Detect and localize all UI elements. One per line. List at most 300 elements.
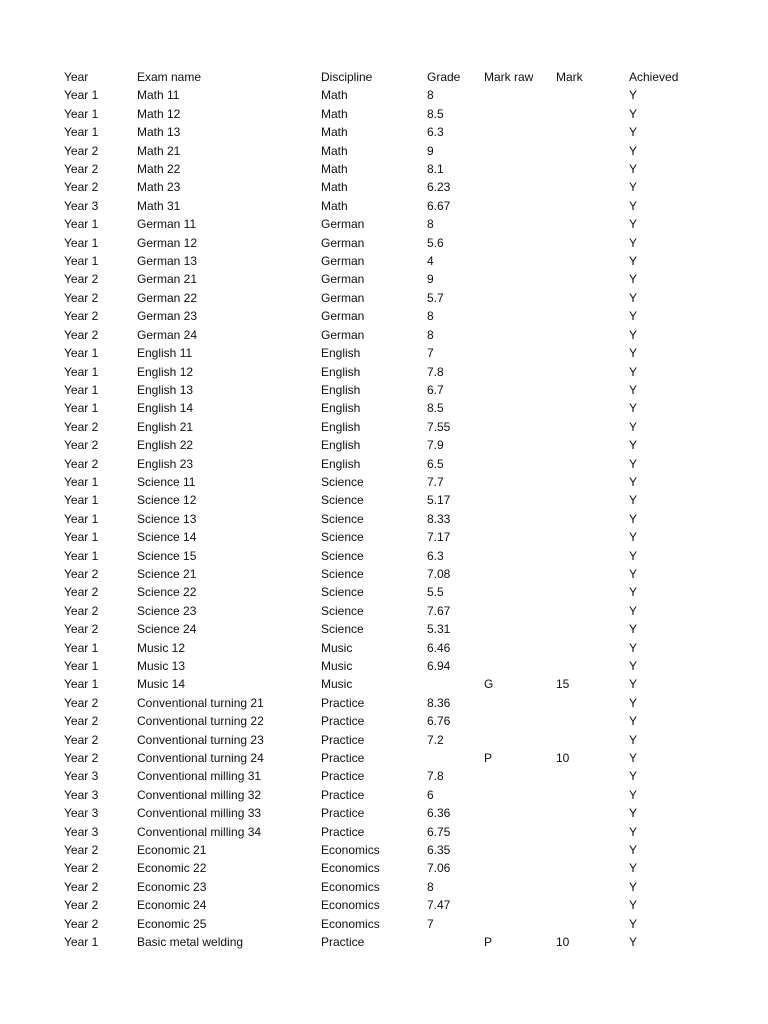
grade-cell: 8.5 (427, 401, 444, 416)
discipline-cell: Math (321, 106, 348, 121)
grades-table (64, 68, 724, 952)
mark-cell (556, 510, 629, 528)
year-cell: Year 2 (64, 695, 99, 710)
exam-name-cell: Math 12 (137, 106, 181, 121)
table-row (64, 344, 724, 362)
achieved-cell: Y (629, 327, 638, 342)
exam-name-cell: Science 22 (137, 585, 197, 600)
year-cell: Year 1 (64, 548, 99, 563)
exam-name-cell: Science 24 (137, 622, 197, 637)
exam-name-cell: Science 13 (137, 511, 197, 526)
achieved-cell: Y (629, 861, 638, 876)
table-row (64, 565, 724, 583)
year-cell: Year 1 (64, 346, 99, 361)
exam-name-cell: English 23 (137, 456, 194, 471)
table-row (64, 326, 724, 344)
exam-name-cell: German 12 (137, 235, 198, 250)
table-row (64, 381, 724, 399)
grade-cell: 6.76 (427, 714, 451, 729)
exam-name-cell: English 11 (137, 346, 193, 361)
achieved-cell: Y (629, 346, 638, 361)
table-row (64, 491, 724, 509)
exam-name-cell: Basic metal welding (137, 935, 244, 950)
exam-name-cell: German 11 (137, 217, 197, 232)
mark-cell (556, 878, 629, 896)
grade-cell: 5.7 (427, 290, 444, 305)
discipline-cell: Practice (321, 695, 365, 710)
year-cell: Year 2 (64, 714, 99, 729)
table-row (64, 786, 724, 804)
exam-name-cell: Economic 24 (137, 898, 207, 913)
year-cell: Year 1 (64, 254, 99, 269)
year-cell: Year 1 (64, 106, 99, 121)
year-cell: Year 3 (64, 806, 99, 821)
achieved-cell: Y (629, 935, 638, 950)
exam-name-cell: Economic 25 (137, 916, 207, 931)
discipline-cell: Practice (321, 935, 365, 950)
grade-cell: 7.8 (427, 769, 444, 784)
exam-name-cell: German 22 (137, 290, 198, 305)
year-cell: Year 2 (64, 898, 99, 913)
year-cell: Year 2 (64, 327, 99, 342)
mark-cell (556, 160, 629, 178)
mark-raw-cell (484, 767, 556, 785)
table-row (64, 620, 724, 638)
achieved-cell: Y (629, 640, 638, 655)
exam-name-cell: Science 14 (137, 530, 197, 545)
mark-cell (556, 381, 629, 399)
mark-cell (556, 344, 629, 362)
exam-name-cell: Conventional turning 23 (137, 732, 264, 747)
table-row (64, 528, 724, 546)
grade-cell: 8 (427, 879, 434, 894)
table-row (64, 105, 724, 123)
table-row (64, 583, 724, 601)
grade-cell: 7.06 (427, 861, 451, 876)
grade-cell: 4 (427, 254, 434, 269)
mark-cell (556, 767, 629, 785)
table-row (64, 252, 724, 270)
grade-cell: 6.23 (427, 180, 451, 195)
column-header-achieved: Achieved (629, 70, 679, 84)
achieved-cell: Y (629, 787, 638, 802)
mark-raw-cell (484, 694, 556, 712)
discipline-cell: English (321, 456, 361, 471)
mark-cell (556, 731, 629, 749)
year-cell: Year 1 (64, 474, 99, 489)
grade-cell: 6.7 (427, 382, 444, 397)
table-row (64, 270, 724, 288)
mark-raw-cell (484, 841, 556, 859)
year-cell: Year 2 (64, 290, 99, 305)
mark-raw-cell (484, 620, 556, 638)
mark-raw-cell (484, 878, 556, 896)
mark-raw-cell (484, 344, 556, 362)
achieved-cell: Y (629, 714, 638, 729)
discipline-cell: Math (321, 125, 348, 140)
mark-raw-cell: P (484, 935, 493, 950)
achieved-cell: Y (629, 824, 638, 839)
discipline-cell: Science (321, 530, 364, 545)
mark-raw-cell (484, 399, 556, 417)
grade-cell: 7.7 (427, 474, 444, 489)
grade-cell: 8.1 (427, 162, 444, 177)
grade-cell: 7 (427, 346, 434, 361)
discipline-cell: German (321, 290, 365, 305)
year-cell: Year 1 (64, 401, 99, 416)
grade-cell: 5.6 (427, 235, 444, 250)
grade-cell: 5.31 (427, 622, 451, 637)
mark-raw-cell (484, 234, 556, 252)
mark-cell (556, 915, 629, 933)
year-cell: Year 1 (64, 125, 99, 140)
table-row (64, 418, 724, 436)
grade-cell: 6.3 (427, 125, 444, 140)
exam-name-cell: German 23 (137, 309, 198, 324)
column-header-year: Year (64, 70, 89, 84)
mark-raw-cell (484, 528, 556, 546)
table-row (64, 197, 724, 215)
mark-cell (556, 197, 629, 215)
exam-name-cell: Music 12 (137, 640, 186, 655)
discipline-cell: English (321, 346, 361, 361)
grade-cell: 7.08 (427, 566, 451, 581)
year-cell: Year 3 (64, 769, 99, 784)
year-cell: Year 2 (64, 180, 99, 195)
table-row (64, 123, 724, 141)
exam-name-cell: Science 11 (137, 474, 196, 489)
spreadsheet-page (0, 68, 768, 952)
achieved-cell: Y (629, 511, 638, 526)
mark-cell: 10 (556, 751, 570, 766)
mark-raw-cell (484, 215, 556, 233)
achieved-cell: Y (629, 769, 638, 784)
year-cell: Year 1 (64, 88, 99, 103)
mark-raw-cell (484, 86, 556, 104)
achieved-cell: Y (629, 125, 638, 140)
table-row (64, 767, 724, 785)
mark-cell: 10 (556, 935, 570, 950)
exam-name-cell: Science 12 (137, 493, 197, 508)
exam-name-cell: Conventional milling 32 (137, 787, 262, 802)
discipline-cell: Music (321, 659, 353, 673)
achieved-cell: Y (629, 493, 638, 508)
table-row (64, 602, 724, 620)
grade-cell (427, 749, 484, 767)
year-cell: Year 1 (64, 235, 99, 250)
achieved-cell: Y (629, 548, 638, 563)
discipline-cell: Science (321, 566, 364, 581)
discipline-cell: Economics (321, 861, 380, 876)
grade-cell: 8 (427, 327, 434, 342)
year-cell: Year 1 (64, 677, 99, 692)
discipline-cell: German (321, 254, 365, 269)
column-header-mark-raw: Mark raw (484, 70, 534, 84)
table-row (64, 215, 724, 233)
table-row (64, 455, 724, 473)
discipline-cell: Practice (321, 769, 365, 784)
grade-cell (427, 933, 484, 951)
mark-raw-cell (484, 547, 556, 565)
table-row (64, 841, 724, 859)
mark-raw-cell (484, 363, 556, 381)
grade-cell: 6 (427, 787, 434, 802)
grade-cell: 9 (427, 272, 434, 287)
mark-raw-cell (484, 712, 556, 730)
mark-raw-cell (484, 859, 556, 877)
mark-raw-cell (484, 381, 556, 399)
achieved-cell: Y (629, 309, 638, 324)
mark-cell (556, 804, 629, 822)
achieved-cell: Y (629, 180, 638, 195)
mark-cell (556, 215, 629, 233)
discipline-cell: English (321, 401, 361, 416)
mark-cell (556, 657, 629, 675)
mark-raw-cell (484, 583, 556, 601)
mark-cell (556, 123, 629, 141)
year-cell: Year 2 (64, 732, 99, 747)
discipline-cell: Math (321, 143, 348, 158)
table-row (64, 436, 724, 454)
exam-name-cell: Science 15 (137, 548, 197, 563)
year-cell: Year 2 (64, 162, 99, 177)
grade-cell: 5.17 (427, 493, 451, 508)
table-row (64, 178, 724, 196)
discipline-cell: Science (321, 622, 364, 637)
grade-cell: 6.46 (427, 640, 451, 655)
grade-cell: 6.75 (427, 824, 451, 839)
grade-cell: 8.36 (427, 695, 451, 710)
achieved-cell: Y (629, 751, 638, 766)
mark-cell (556, 491, 629, 509)
mark-raw-cell (484, 455, 556, 473)
table-row (64, 804, 724, 822)
exam-name-cell: Conventional milling 34 (137, 824, 262, 839)
mark-cell (556, 565, 629, 583)
table-row (64, 510, 724, 528)
table-row (64, 823, 724, 841)
header-row (64, 68, 724, 86)
table-row (64, 657, 724, 675)
grade-cell: 7.47 (427, 898, 451, 913)
table-row (64, 307, 724, 325)
year-cell: Year 2 (64, 622, 99, 637)
year-cell: Year 2 (64, 916, 99, 931)
grade-cell: 8 (427, 217, 434, 232)
year-cell: Year 1 (64, 511, 99, 526)
mark-cell (556, 234, 629, 252)
grade-cell: 8.5 (427, 106, 444, 121)
year-cell: Year 2 (64, 566, 99, 581)
year-cell: Year 1 (64, 659, 99, 673)
mark-cell (556, 270, 629, 288)
exam-name-cell: Math 11 (137, 88, 180, 103)
grade-cell: 6.5 (427, 456, 444, 471)
table-body (64, 86, 724, 951)
table-row (64, 547, 724, 565)
grade-cell: 8 (427, 309, 434, 324)
mark-raw-cell (484, 178, 556, 196)
exam-name-cell: Conventional milling 33 (137, 806, 262, 821)
achieved-cell: Y (629, 198, 638, 213)
exam-name-cell: Economic 22 (137, 861, 207, 876)
year-cell: Year 3 (64, 198, 99, 213)
exam-name-cell: Math 31 (137, 198, 181, 213)
table-row (64, 473, 724, 491)
mark-cell (556, 786, 629, 804)
achieved-cell: Y (629, 290, 638, 305)
column-header-grade: Grade (427, 70, 461, 84)
mark-cell (556, 418, 629, 436)
exam-name-cell: Economic 21 (137, 843, 207, 858)
table-row (64, 749, 724, 767)
discipline-cell: Music (321, 640, 353, 655)
mark-cell (556, 178, 629, 196)
discipline-cell: Practice (321, 751, 365, 766)
mark-cell (556, 547, 629, 565)
discipline-cell: Math (321, 198, 348, 213)
exam-name-cell: Conventional turning 22 (137, 714, 264, 729)
mark-cell (556, 859, 629, 877)
mark-raw-cell (484, 786, 556, 804)
grade-cell (427, 675, 484, 693)
year-cell: Year 2 (64, 585, 99, 600)
achieved-cell: Y (629, 603, 638, 618)
grade-cell: 6.36 (427, 806, 451, 821)
exam-name-cell: Conventional turning 24 (137, 751, 264, 766)
achieved-cell: Y (629, 106, 638, 121)
achieved-cell: Y (629, 695, 638, 710)
discipline-cell: Practice (321, 732, 365, 747)
mark-raw-cell (484, 657, 556, 675)
mark-cell (556, 712, 629, 730)
discipline-cell: English (321, 364, 361, 379)
table-row (64, 933, 724, 951)
mark-raw-cell (484, 142, 556, 160)
mark-raw-cell (484, 105, 556, 123)
achieved-cell: Y (629, 217, 638, 232)
mark-raw-cell (484, 436, 556, 454)
exam-name-cell: English 14 (137, 401, 194, 416)
mark-raw-cell (484, 491, 556, 509)
discipline-cell: Practice (321, 787, 365, 802)
grade-cell: 9 (427, 143, 434, 158)
grade-cell: 8.33 (427, 511, 451, 526)
exam-name-cell: German 13 (137, 254, 198, 269)
mark-cell (556, 896, 629, 914)
discipline-cell: Math (321, 88, 348, 103)
mark-raw-cell (484, 473, 556, 491)
exam-name-cell: German 24 (137, 327, 198, 342)
mark-raw-cell (484, 510, 556, 528)
mark-raw-cell (484, 123, 556, 141)
achieved-cell: Y (629, 566, 638, 581)
exam-name-cell: Math 23 (137, 180, 181, 195)
year-cell: Year 2 (64, 438, 99, 453)
year-cell: Year 2 (64, 861, 99, 876)
mark-cell (556, 105, 629, 123)
mark-cell: 15 (556, 677, 570, 692)
discipline-cell: Science (321, 548, 364, 563)
discipline-cell: Science (321, 511, 364, 526)
achieved-cell: Y (629, 143, 638, 158)
discipline-cell: Music (321, 677, 353, 692)
grade-cell: 7.55 (427, 419, 451, 434)
year-cell: Year 3 (64, 824, 99, 839)
discipline-cell: Economics (321, 843, 380, 858)
year-cell: Year 2 (64, 272, 99, 287)
table-row (64, 142, 724, 160)
mark-cell (556, 473, 629, 491)
achieved-cell: Y (629, 364, 638, 379)
discipline-cell: German (321, 272, 365, 287)
mark-cell (556, 583, 629, 601)
grade-cell: 7.9 (427, 438, 444, 453)
year-cell: Year 1 (64, 935, 99, 950)
year-cell: Year 1 (64, 640, 99, 655)
achieved-cell: Y (629, 732, 638, 747)
mark-cell (556, 86, 629, 104)
achieved-cell: Y (629, 382, 638, 397)
mark-cell (556, 528, 629, 546)
year-cell: Year 2 (64, 879, 99, 894)
exam-name-cell: German 21 (137, 272, 198, 287)
grade-cell: 7.17 (427, 530, 451, 545)
mark-cell (556, 307, 629, 325)
achieved-cell: Y (629, 474, 638, 489)
mark-cell (556, 436, 629, 454)
mark-raw-cell (484, 270, 556, 288)
discipline-cell: German (321, 309, 365, 324)
achieved-cell: Y (629, 622, 638, 637)
achieved-cell: Y (629, 419, 638, 434)
exam-name-cell: Math 13 (137, 125, 181, 140)
mark-raw-cell (484, 602, 556, 620)
table-row (64, 86, 724, 104)
mark-cell (556, 252, 629, 270)
column-header-exam-name: Exam name (137, 70, 202, 84)
mark-cell (556, 363, 629, 381)
mark-raw-cell (484, 197, 556, 215)
mark-cell (556, 326, 629, 344)
exam-name-cell: Math 22 (137, 162, 181, 177)
table-row (64, 289, 724, 307)
exam-name-cell: Conventional turning 21 (137, 695, 264, 710)
year-cell: Year 2 (64, 603, 99, 618)
discipline-cell: Practice (321, 714, 365, 729)
table-row (64, 915, 724, 933)
grade-cell: 6.35 (427, 843, 451, 858)
discipline-cell: German (321, 217, 365, 232)
year-cell: Year 1 (64, 364, 99, 379)
exam-name-cell: Conventional milling 31 (137, 769, 262, 784)
exam-name-cell: English 12 (137, 364, 194, 379)
table-row (64, 859, 724, 877)
achieved-cell: Y (629, 272, 638, 287)
grade-cell: 7 (427, 916, 434, 931)
mark-raw-cell (484, 418, 556, 436)
mark-raw-cell (484, 289, 556, 307)
exam-name-cell: Economic 23 (137, 879, 207, 894)
mark-raw-cell (484, 307, 556, 325)
year-cell: Year 1 (64, 217, 99, 232)
mark-raw-cell (484, 160, 556, 178)
achieved-cell: Y (629, 401, 638, 416)
mark-raw-cell (484, 326, 556, 344)
achieved-cell: Y (629, 916, 638, 931)
grade-cell: 6.94 (427, 659, 451, 673)
mark-raw-cell: G (484, 677, 494, 692)
